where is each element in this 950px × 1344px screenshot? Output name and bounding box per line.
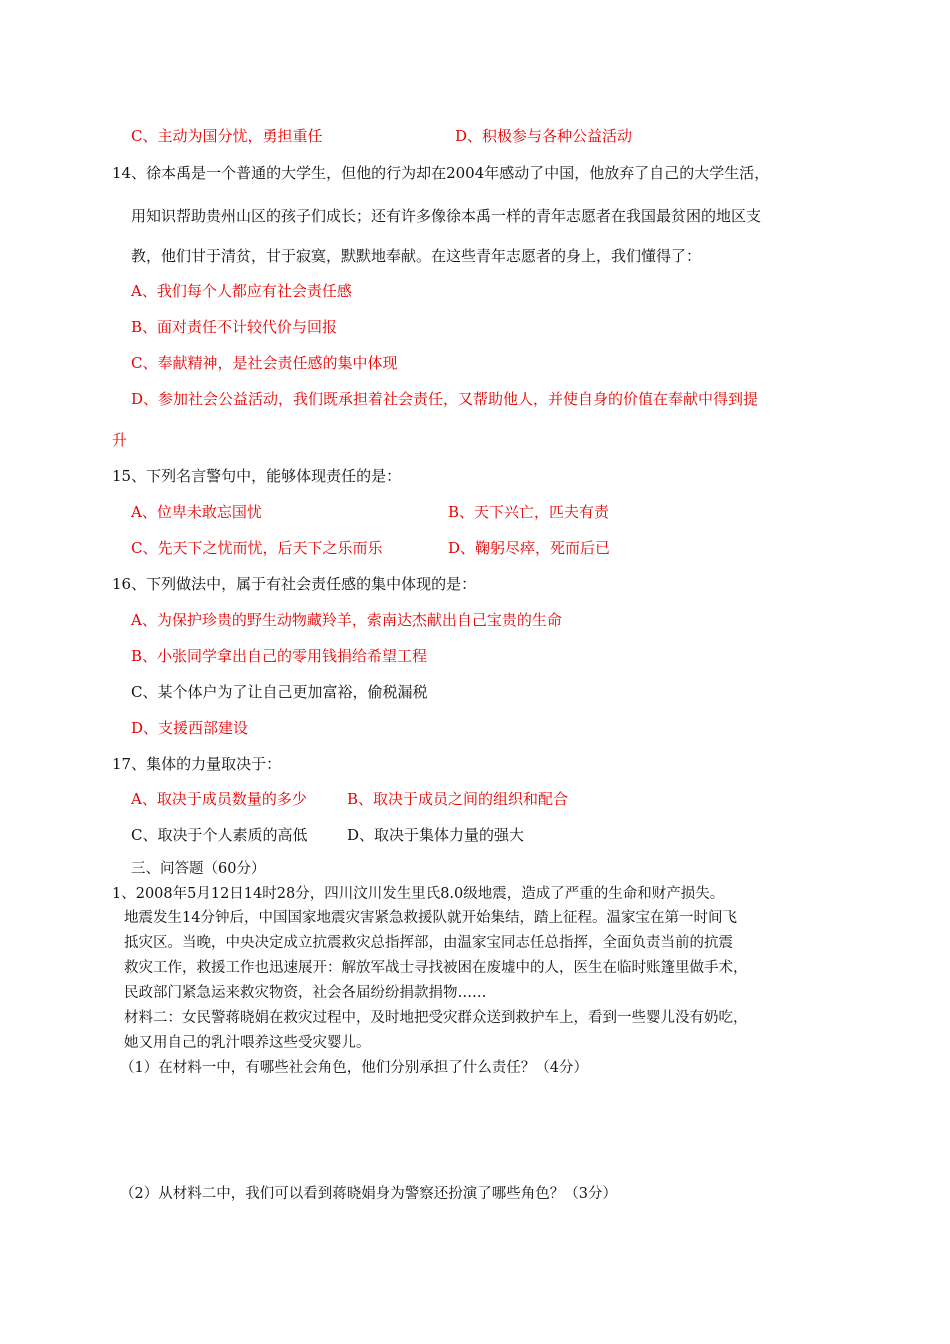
q15-option-a: A、位卑未敢忘国忧 [131,503,262,521]
q14-option-a: A、我们每个人都应有社会责任感 [131,282,352,300]
q15-option-c: C、先天下之忧而忧，后天下之乐而乐 [131,539,383,557]
q16-option-a: A、为保护珍贵的野生动物藏羚羊，索南达杰献出自己宝贵的生命 [131,611,562,629]
q16-option-d: D、支援西部建设 [131,719,249,737]
section3-heading: 三、问答题（60分） [131,861,266,877]
q17-stem: 17、集体的力量取决于： [112,755,282,773]
section3-q1-line1: 1、2008年5月12日14时28分，四川汶川发生里氏8.0级地震，造成了严重的生命和财产损失。 [112,886,725,902]
q14-option-d-line2: 升 [112,431,128,449]
q13-option-c: C、主动为国分忧，勇担重任 [131,127,323,145]
q14-stem-line3: 教，他们甘于清贫，甘于寂寞，默默地奉献。在这些青年志愿者的身上，我们懂得了： [131,247,702,265]
q16-stem: 16、下列做法中，属于有社会责任感的集中体现的是： [112,575,477,593]
section3-subquestion-2: （2）从材料二中，我们可以看到蒋晓娟身为警察还扮演了哪些角色？（3分） [120,1186,617,1202]
q14-stem-line2: 用知识帮助贵州山区的孩子们成长；还有许多像徐本禹一样的青年志愿者在我国最贫困的地区支 [131,207,762,225]
q16-option-b: B、小张同学拿出自己的零用钱捐给希望工程 [131,647,428,665]
q14-stem-line1: 14、徐本禹是一个普通的大学生，但他的行为却在2004年感动了中国，他放弃了自己的大学生活， [112,164,770,182]
q14-option-b: B、面对责任不计较代价与回报 [131,318,338,336]
q16-option-c: C、某个体户为了让自己更加富裕，偷税漏税 [131,683,428,701]
section3-q1-line4: 救灾工作，救援工作也迅速展开：解放军战士寻找被困在废墟中的人，医生在临时账篷里做手术， [124,960,748,976]
q17-option-c: C、取决于个人素质的高低 [131,826,308,844]
section3-q1-line3: 抵灾区。当晚，中央决定成立抗震救灾总指挥部，由温家宝同志任总指挥，全面负责当前的抗震 [124,935,733,951]
q13-option-d: D、积极参与各种公益活动 [455,127,633,145]
section3-subquestion-1: （1）在材料一中，有哪些社会角色，他们分别承担了什么责任？（4分） [120,1060,588,1076]
q17-option-a: A、取决于成员数量的多少 [131,790,307,808]
q15-stem: 15、下列名言警句中，能够体现责任的是： [112,467,402,485]
section3-material2-line1: 材料二：女民警蒋晓娟在救灾过程中，及时地把受灾群众送到救护车上，看到一些婴儿没有奶吃， [124,1010,748,1026]
q17-option-d: D、取决于集体力量的强大 [347,826,525,844]
q14-option-d-line1: D、参加社会公益活动，我们既承担着社会责任，又帮助他人，并使自身的价值在奉献中得到提 [131,390,759,408]
q14-option-c: C、奉献精神，是社会责任感的集中体现 [131,354,398,372]
section3-q1-line2: 地震发生14分钟后，中国国家地震灾害紧急救援队就开始集结，踏上征程。温家宝在第一时间飞 [124,910,737,926]
section3-material2-line2: 她又用自己的乳汁喂养这些受灾婴儿。 [124,1035,371,1051]
q17-option-b: B、取决于成员之间的组织和配合 [347,790,569,808]
q15-option-b: B、天下兴亡，匹夫有责 [448,503,610,521]
section3-q1-line5: 民政部门紧急运来救灾物资，社会各届纷纷捐款捐物…… [124,985,487,1001]
q15-option-d: D、鞠躬尽瘁，死而后已 [448,539,611,557]
